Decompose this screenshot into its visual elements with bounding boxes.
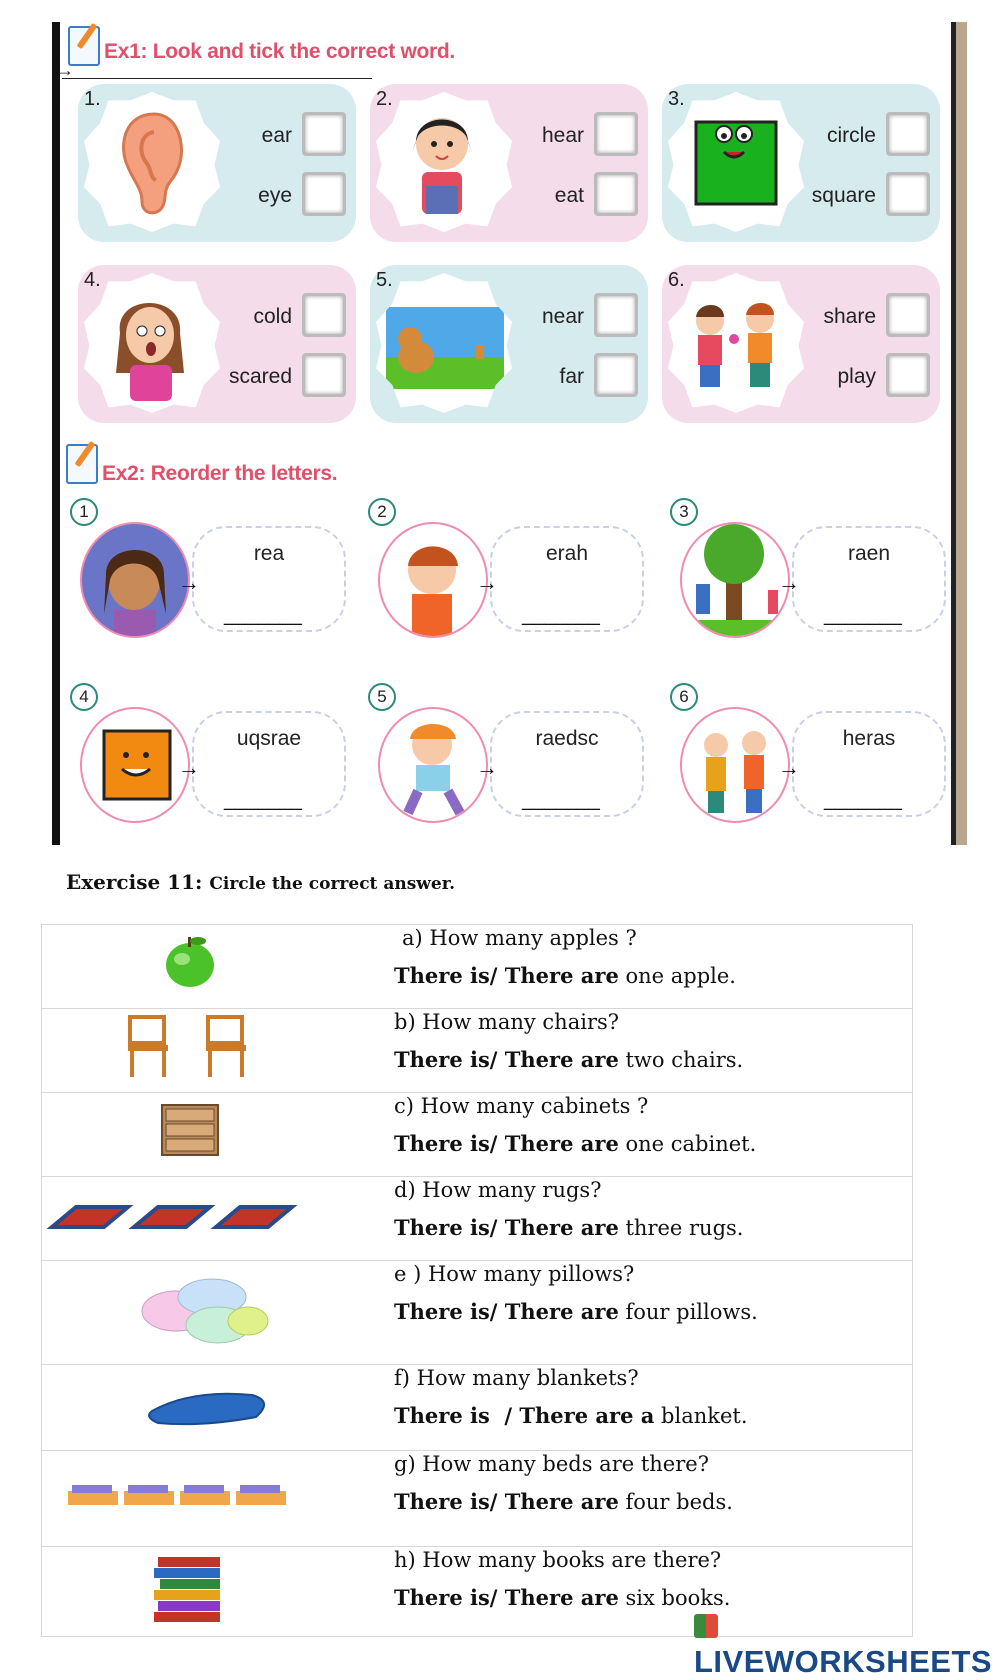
sentence-end: four pillows. [618, 1300, 758, 1324]
divider [62, 78, 372, 79]
green-square-icon [668, 92, 804, 232]
image-cell [42, 925, 391, 1009]
option-there-are[interactable]: There are [504, 1131, 619, 1156]
answer-line [390, 1403, 912, 1429]
question-text: b) How many chairs? [394, 1010, 620, 1034]
tick-box-1[interactable] [594, 112, 638, 156]
question-cell [390, 1009, 913, 1093]
tick-box-1[interactable] [302, 112, 346, 156]
image-cell [42, 1177, 391, 1261]
word-option-2: far [559, 365, 584, 388]
answer-line [390, 1299, 912, 1325]
kids-sharing-icon [668, 273, 804, 413]
answer-blank[interactable]: _______ [522, 604, 600, 626]
scared-child-icon [378, 707, 488, 823]
question-cell [390, 1451, 913, 1547]
word-option-2: eye [258, 184, 292, 207]
word-option-1: cold [253, 305, 292, 328]
sentence-end: two chairs. [618, 1048, 744, 1072]
scrambled-word: erah [545, 542, 589, 565]
option-there-is[interactable]: There is [394, 1489, 490, 1514]
option-separator: / [489, 1047, 505, 1072]
scrambled-word: rea [253, 542, 285, 565]
arrow-right-icon: → [56, 60, 74, 80]
image-cell [42, 1093, 391, 1177]
question-text: c) How many cabinets ? [394, 1094, 649, 1118]
answer-line [390, 1047, 912, 1073]
word-option-2: play [837, 365, 876, 388]
option-there-is[interactable]: There is [394, 1131, 490, 1156]
tick-box-2[interactable] [594, 172, 638, 216]
left-border [52, 22, 60, 845]
sentence-end: four beds. [618, 1490, 733, 1514]
blanket-icon [42, 1365, 390, 1445]
ex1-card-3 [662, 84, 940, 242]
word-option-2: square [811, 184, 876, 207]
arrow-right-icon: → [778, 755, 800, 780]
arrow-right-icon: → [178, 570, 200, 595]
word-option-1: circle [826, 124, 876, 147]
ex1-card-1 [78, 84, 356, 242]
exercise-title: Exercise 11: [66, 870, 203, 894]
option-separator: / [489, 1131, 505, 1156]
ex2-item-5 [368, 683, 658, 823]
question-text: a) How many apples ? [402, 926, 637, 950]
orange-square-icon [80, 707, 190, 823]
sentence-end: six books. [618, 1586, 731, 1610]
question-cell [390, 1177, 913, 1261]
answer-bubble [490, 526, 644, 632]
option-there-are[interactable]: There are [504, 1489, 619, 1514]
item-number: 1. [84, 88, 101, 110]
image-cell [42, 1547, 391, 1637]
answer-blank[interactable]: _______ [522, 789, 600, 811]
item-number: 6. [668, 269, 685, 291]
girl-listening-icon [376, 92, 512, 232]
ear-icon [84, 92, 220, 232]
option-there-are[interactable]: There are [504, 963, 619, 988]
image-cell [42, 1365, 391, 1451]
dog-field-icon [376, 273, 512, 413]
question-text: f) How many blankets? [394, 1366, 639, 1390]
scrambled-word: heras [842, 727, 896, 750]
rug-icon [42, 1177, 390, 1255]
ex2-title: Ex2: Reorder the letters. [102, 462, 338, 485]
tick-box-1[interactable] [594, 293, 638, 337]
tick-box-1[interactable] [886, 112, 930, 156]
answer-bubble [792, 711, 946, 817]
books-icon [42, 1547, 390, 1631]
tick-box-2[interactable] [594, 353, 638, 397]
question-cell [390, 1261, 913, 1365]
item-number: 6 [670, 683, 698, 711]
questions-table [41, 924, 913, 1637]
kids-sharing-icon [680, 707, 790, 823]
answer-blank[interactable]: _______ [824, 604, 902, 626]
option-there-is[interactable]: There is [394, 1585, 490, 1610]
exercise-instruction: Circle the correct answer. [209, 874, 456, 894]
scrambled-word: raedsc [535, 727, 599, 750]
ex2-item-2 [368, 498, 658, 638]
tick-box-2[interactable] [886, 353, 930, 397]
ex1-card-6 [662, 265, 940, 423]
image-cell [42, 1009, 391, 1093]
word-option-2: eat [554, 184, 584, 207]
item-number: 5 [368, 683, 396, 711]
table-row [42, 1451, 913, 1547]
question-cell [390, 1365, 913, 1451]
notebook-pencil-icon [66, 444, 98, 484]
answer-bubble [192, 526, 346, 632]
exercise-11-title [66, 870, 455, 894]
table-row [42, 925, 913, 1009]
answer-bubble [490, 711, 644, 817]
answer-line [390, 963, 912, 989]
brand-name: LIVEWORKSHEETS [694, 1644, 993, 1679]
arrow-right-icon: → [476, 570, 498, 595]
chair-icon [42, 1009, 390, 1087]
answer-line [390, 1131, 912, 1157]
option-separator: / [489, 1489, 505, 1514]
boy-listening-icon [378, 522, 488, 638]
ex2-item-6 [670, 683, 960, 823]
image-cell [42, 1261, 391, 1365]
word-option-1: hear [541, 124, 584, 147]
ex1-card-2 [370, 84, 648, 242]
option-there-is[interactable]: There is [394, 1299, 490, 1324]
option-separator: / [489, 963, 505, 988]
brand-mark-icon [694, 1614, 718, 1638]
ex2-item-1 [70, 498, 360, 638]
table-row [42, 1261, 913, 1365]
question-text: g) How many beds are there? [394, 1452, 709, 1476]
sentence-end: one cabinet. [618, 1132, 757, 1156]
item-number: 2. [376, 88, 393, 110]
question-text: d) How many rugs? [394, 1178, 602, 1202]
option-there-is[interactable]: There is [394, 1403, 490, 1428]
bed-icon [42, 1451, 390, 1541]
arrow-right-icon: → [178, 755, 200, 780]
ex1-card-4 [78, 265, 356, 423]
word-option-1: ear [261, 124, 292, 147]
answer-blank[interactable]: _______ [224, 789, 302, 811]
item-number: 1 [70, 498, 98, 526]
question-text: h) How many books are there? [394, 1548, 722, 1572]
tick-box-2[interactable] [302, 353, 346, 397]
item-number: 3 [670, 498, 698, 526]
ex1-title: Ex1: Look and tick the correct word. [104, 40, 455, 63]
arrow-right-icon: → [476, 755, 498, 780]
table-row [42, 1093, 913, 1177]
option-separator: / [489, 1403, 520, 1428]
option-there-is[interactable]: There is [394, 963, 490, 988]
question-cell [390, 925, 913, 1009]
option-separator: / [489, 1585, 505, 1610]
scrambled-word: uqsrae [236, 727, 302, 750]
table-row [42, 1177, 913, 1261]
option-there-are[interactable]: There are [504, 1299, 619, 1324]
item-number: 4 [70, 683, 98, 711]
item-number: 3. [668, 88, 685, 110]
word-option-1: near [541, 305, 584, 328]
option-there-is[interactable]: There is [394, 1047, 490, 1072]
option-separator: / [489, 1215, 505, 1240]
option-there-are[interactable]: There are [504, 1047, 619, 1072]
option-separator: / [489, 1299, 505, 1324]
table-row [42, 1365, 913, 1451]
image-cell [42, 1451, 391, 1547]
tick-box-2[interactable] [302, 172, 346, 216]
ex1-card-5 [370, 265, 648, 423]
option-there-are[interactable]: There are [504, 1215, 619, 1240]
liveworksheets-logo [694, 1608, 1000, 1680]
tick-box-1[interactable] [886, 293, 930, 337]
sentence-end: blanket. [654, 1404, 748, 1428]
pillow-icon [42, 1261, 390, 1359]
question-cell [390, 1093, 913, 1177]
apple-icon [42, 925, 390, 1003]
item-number: 2 [368, 498, 396, 526]
answer-blank[interactable]: _______ [824, 789, 902, 811]
sentence-end: three rugs. [618, 1216, 744, 1240]
scrambled-word: raen [847, 542, 891, 565]
tree-kids-icon [680, 522, 790, 638]
answer-bubble [192, 711, 346, 817]
tick-box-2[interactable] [886, 172, 930, 216]
option-there-are[interactable]: There are [504, 1585, 619, 1610]
answer-blank[interactable]: _______ [224, 604, 302, 626]
ex2-item-3 [670, 498, 960, 638]
item-number: 5. [376, 269, 393, 291]
answer-line [390, 1215, 912, 1241]
table-row [42, 1009, 913, 1093]
arrow-right-icon: → [778, 570, 800, 595]
answer-bubble [792, 526, 946, 632]
girl-touching-ear-icon [80, 522, 190, 638]
tick-box-1[interactable] [302, 293, 346, 337]
sentence-end: one apple. [618, 964, 736, 988]
question-text: e ) How many pillows? [394, 1262, 635, 1286]
scared-girl-icon [84, 273, 220, 413]
option-there-are[interactable]: There are a [519, 1403, 655, 1428]
word-option-2: scared [228, 365, 292, 388]
cabinet-icon [42, 1093, 390, 1171]
item-number: 4. [84, 269, 101, 291]
option-there-is[interactable]: There is [394, 1215, 490, 1240]
answer-line [390, 1489, 912, 1515]
ex2-item-4 [70, 683, 360, 823]
word-option-1: share [823, 305, 876, 328]
